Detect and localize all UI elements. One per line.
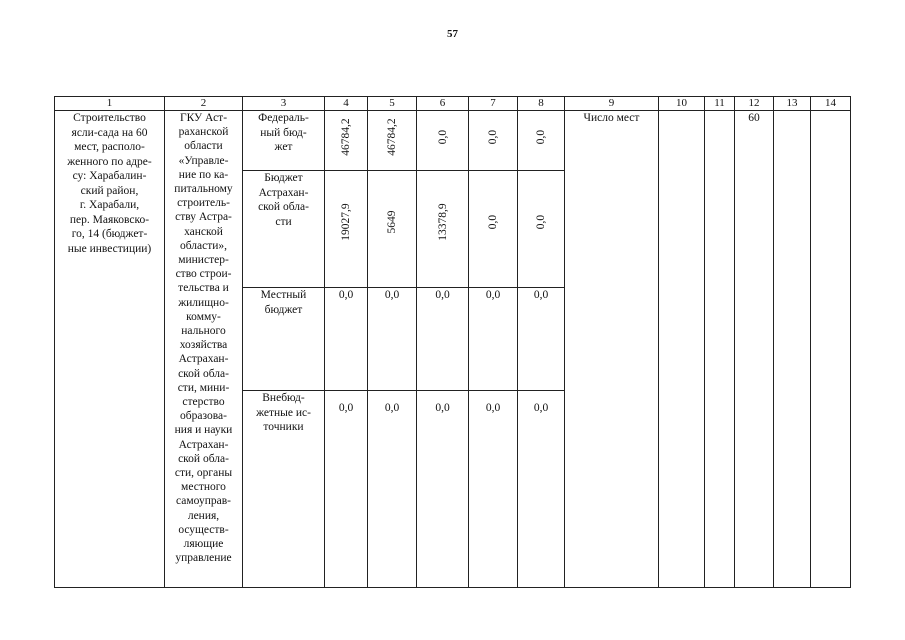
text-line: ство строи- (175, 268, 232, 281)
text-line: стерство (182, 396, 225, 409)
column-number: 8 (518, 97, 565, 111)
cell-col7 (469, 171, 518, 288)
text-line: ской обла- (258, 201, 309, 213)
column-number: 7 (469, 97, 518, 111)
text-line: хозяйства (179, 339, 228, 352)
text-line: ханской (184, 225, 223, 238)
text-line: Внебюд- (262, 392, 305, 404)
text-line: су: Харабалин- (72, 170, 147, 182)
cell-col6: 0,0 (417, 391, 469, 588)
column-number: 3 (243, 97, 325, 111)
responsible-executor (165, 111, 243, 588)
text-line: ской обла- (178, 452, 229, 465)
text-line: Астрахан- (178, 353, 229, 366)
text-line: управление (175, 552, 232, 565)
program-table (54, 96, 851, 588)
value: 0,0 (486, 129, 499, 145)
text-line: строитель- (177, 197, 230, 210)
text-line: ляющие (183, 538, 224, 551)
value: 5649 (385, 210, 398, 234)
text-line: сти, органы (174, 467, 233, 480)
text-line: ГКУ Аст- (179, 112, 228, 124)
text-line: го, 14 (бюджет- (71, 228, 148, 240)
column-number: 12 (735, 97, 774, 111)
text-line: «Управле- (178, 154, 229, 167)
cell-col8: 0,0 (518, 391, 565, 588)
cell-col7: 0,0 (469, 391, 518, 588)
cell-col4 (325, 111, 368, 171)
column-number-row (55, 97, 851, 111)
cell-col8: 0,0 (518, 288, 565, 391)
text-line: Федераль- (258, 112, 309, 124)
value: 0,0 (534, 129, 547, 145)
cell-col6 (417, 111, 469, 171)
cell-col8 (518, 171, 565, 288)
text-line: женного по адре- (67, 155, 152, 168)
cell-col11 (705, 111, 735, 588)
text-line: пер. Маяковско- (69, 213, 150, 226)
cell-col5 (368, 171, 417, 288)
indicator-value: 60 (735, 111, 774, 588)
value: 0,0 (436, 129, 449, 145)
column-number: 9 (565, 97, 659, 111)
cell-col7: 0,0 (469, 288, 518, 391)
column-number: 2 (165, 97, 243, 111)
text-line: жилищно- (178, 296, 229, 309)
cell-col6: 0,0 (417, 288, 469, 391)
funding-source-extrabudgetary (243, 391, 325, 588)
text-line: Строительство (73, 112, 146, 124)
column-number: 6 (417, 97, 469, 111)
text-line: Бюджет (264, 172, 303, 184)
text-line: ясли-сада на 60 (71, 126, 148, 139)
text-line: жет (274, 141, 293, 153)
text-line: мест, располо- (74, 141, 145, 153)
cell-col10 (659, 111, 705, 588)
value: 46784,2 (339, 118, 352, 156)
column-number: 14 (811, 97, 851, 111)
text-line: комму- (186, 310, 221, 323)
object-description (55, 111, 165, 588)
value: 0,0 (534, 214, 547, 230)
text-line: бюджет (264, 303, 303, 316)
cell-col5: 0,0 (368, 288, 417, 391)
text-line: г. Харабали, (79, 199, 140, 211)
text-line: местного (181, 481, 226, 494)
cell-col5: 0,0 (368, 391, 417, 588)
text-line: Местный (260, 289, 307, 301)
value: 46784,2 (385, 118, 398, 156)
value: 13378,9 (436, 203, 449, 241)
text-line: Астрахан- (258, 186, 309, 199)
text-line: жетные ис- (256, 406, 311, 419)
cell-col13 (774, 111, 811, 588)
text-line: области», (179, 239, 228, 252)
table-row-federal (55, 111, 851, 171)
value: 0,0 (486, 214, 499, 230)
text-line: точники (263, 421, 304, 433)
text-line: ству Астра- (175, 211, 232, 224)
text-line: образова- (180, 410, 227, 423)
text-line: ский район, (80, 184, 139, 197)
cell-col14 (811, 111, 851, 588)
text-line: ные инвестиции) (67, 242, 152, 255)
cell-col4 (325, 171, 368, 288)
value: 19027,9 (339, 203, 352, 241)
cell-col4: 0,0 (325, 391, 368, 588)
text-line: ние по ка- (178, 168, 229, 181)
text-line: нального (181, 325, 226, 338)
funding-source-federal (243, 111, 325, 171)
column-number: 4 (325, 97, 368, 111)
text-line: Астрахан- (178, 438, 229, 451)
column-number: 11 (705, 97, 735, 111)
text-line: сти, мини- (177, 381, 230, 394)
text-line: осуществ- (178, 523, 229, 536)
column-number: 13 (774, 97, 811, 111)
cell-col7 (469, 111, 518, 171)
text-line: министер- (178, 254, 229, 267)
text-line: ской обла- (178, 367, 229, 380)
column-number: 5 (368, 97, 417, 111)
indicator-name: Число мест (565, 111, 659, 588)
text-line: ления, (187, 509, 220, 522)
text-line: ный бюд- (260, 126, 307, 139)
text-line: тельства и (178, 282, 229, 295)
column-number: 10 (659, 97, 705, 111)
cell-col8 (518, 111, 565, 171)
page-number: 57 (447, 28, 458, 40)
text-line: ния и науки (174, 424, 233, 437)
text-line: раханской (178, 126, 229, 139)
text-line: самоуправ- (176, 495, 231, 508)
text-line: питальному (174, 183, 233, 196)
funding-source-regional (243, 171, 325, 288)
funding-source-local (243, 288, 325, 391)
cell-col4: 0,0 (325, 288, 368, 391)
column-number: 1 (55, 97, 165, 111)
cell-col5 (368, 111, 417, 171)
text-line: области (184, 140, 223, 153)
cell-col6 (417, 171, 469, 288)
text-line: сти (275, 215, 292, 228)
